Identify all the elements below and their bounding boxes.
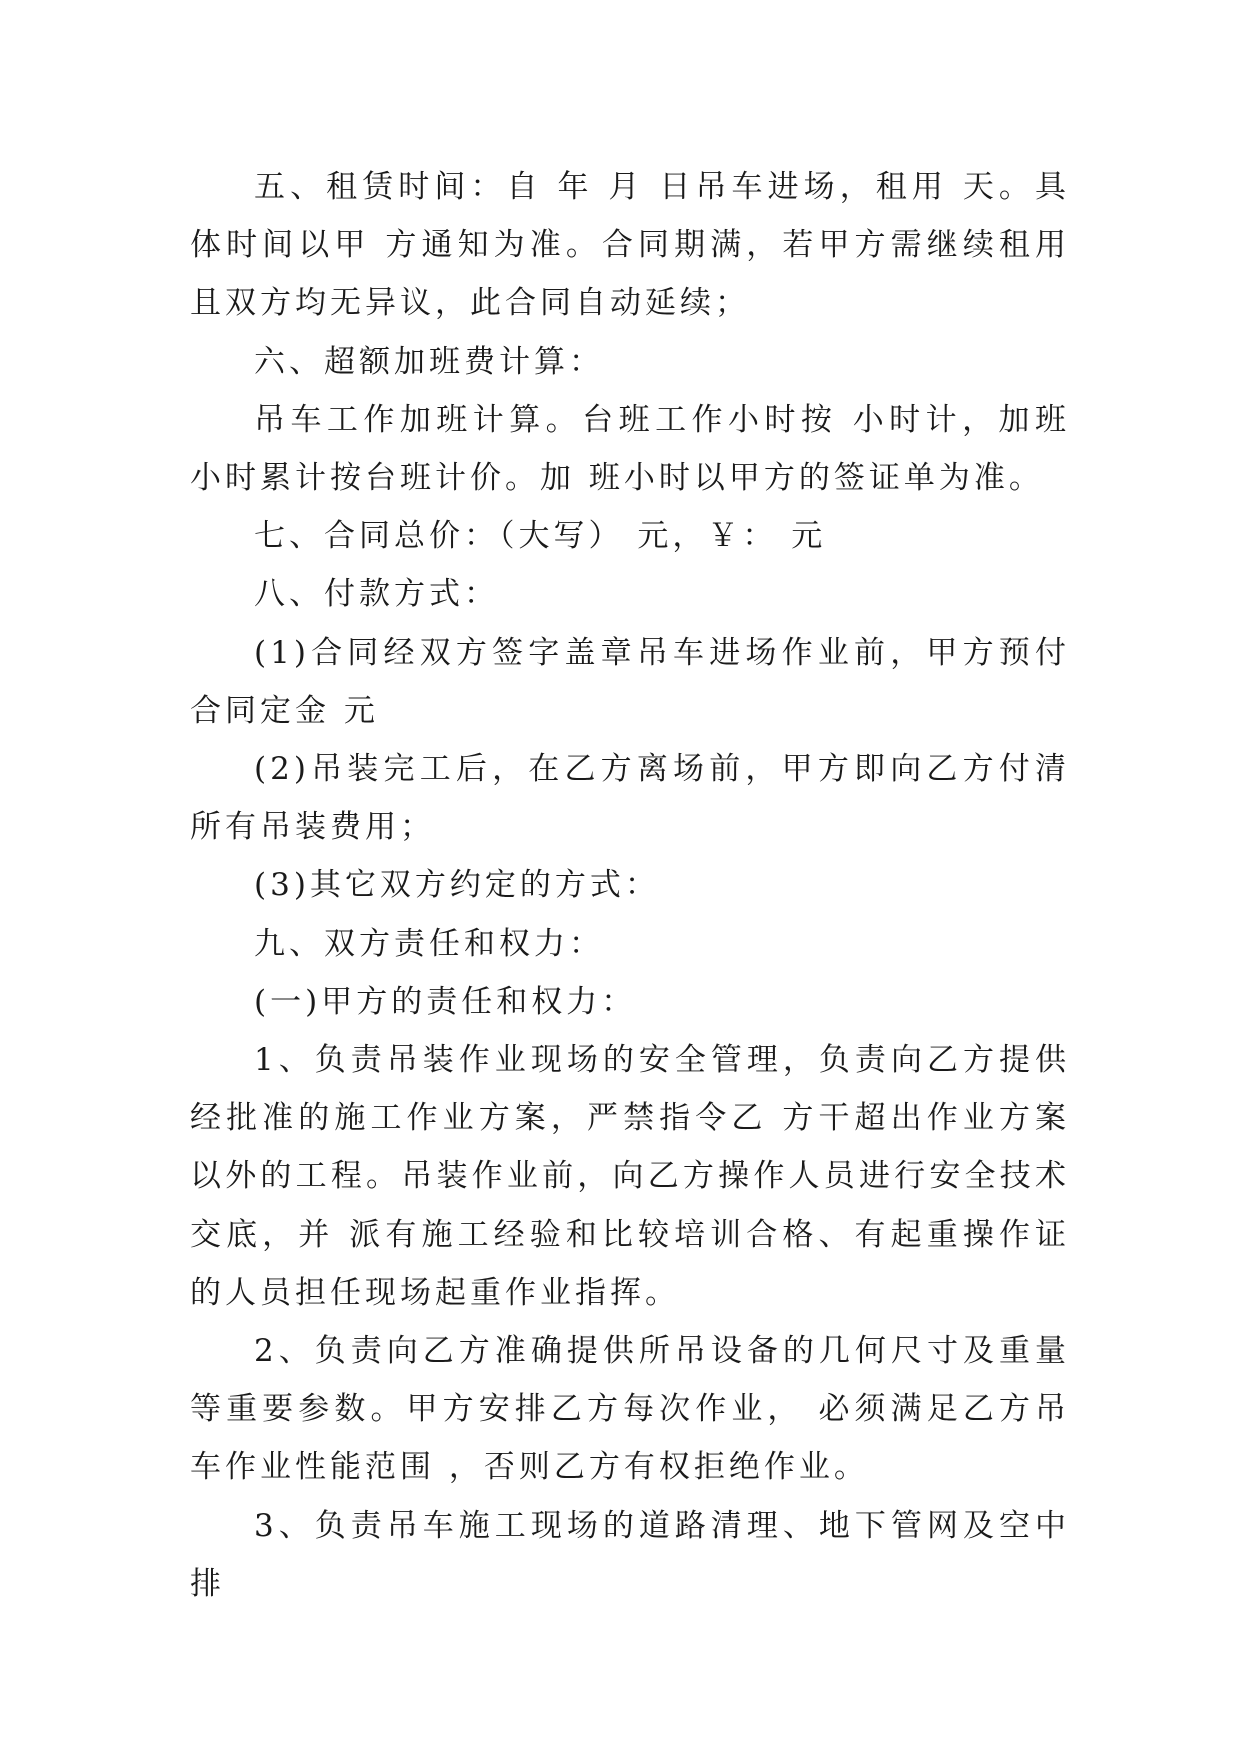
paragraph-party-a-3: 3、负责吊车施工现场的道路清理、地下管网及空中排	[190, 1507, 1070, 1602]
paragraph-payment-2: (2)吊装完工后，在乙方离场前，甲方即向乙方付清所有吊装费用；	[190, 751, 1070, 846]
paragraph-party-a-2: 2、负责向乙方准确提供所吊设备的几何尺寸及重量等重要参数。甲方安排乙方每次作业， 必须满足乙方吊车作业性能范围 ，否则乙方有权拒绝作业。	[190, 1333, 1070, 1486]
paragraph-lease-period: 五、租赁时间：自 年 月 日吊车进场，租用 天。具体时间以甲 方通知为准。合同期满，若甲方需继续租用且双方均无异议，此合同自动延续；	[190, 169, 1070, 322]
paragraph-total-price: 七、合同总价：（大写） 元，￥： 元	[254, 518, 827, 555]
heading-party-a: (一)甲方的责任和权力：	[254, 983, 637, 1020]
heading-overtime-fee: 六、超额加班费计算：	[254, 343, 604, 380]
heading-payment-method: 八、付款方式：	[254, 576, 499, 613]
document-body	[190, 158, 1070, 1613]
heading-responsibilities: 九、双方责任和权力：	[254, 925, 604, 962]
paragraph-payment-1: (1)合同经双方签字盖章吊车进场作业前，甲方预付合同定金 元	[190, 634, 1070, 729]
paragraph-party-a-1: 1、负责吊装作业现场的安全管理，负责向乙方提供经批准的施工作业方案，严禁指令乙 方干超出作业方案以外的工程。吊装作业前，向乙方操作人员进行安全技术交底，并 派有施工经验和比较培训合格、有起重操作证的人员担任现场起重作业指挥。	[190, 1042, 1070, 1311]
paragraph-overtime-calc: 吊车工作加班计算。台班工作小时按 小时计，加班小时累计按台班计价。加 班小时以甲方的签证单为准。	[190, 401, 1070, 497]
paragraph-payment-3: (3)其它双方约定的方式：	[254, 867, 660, 904]
